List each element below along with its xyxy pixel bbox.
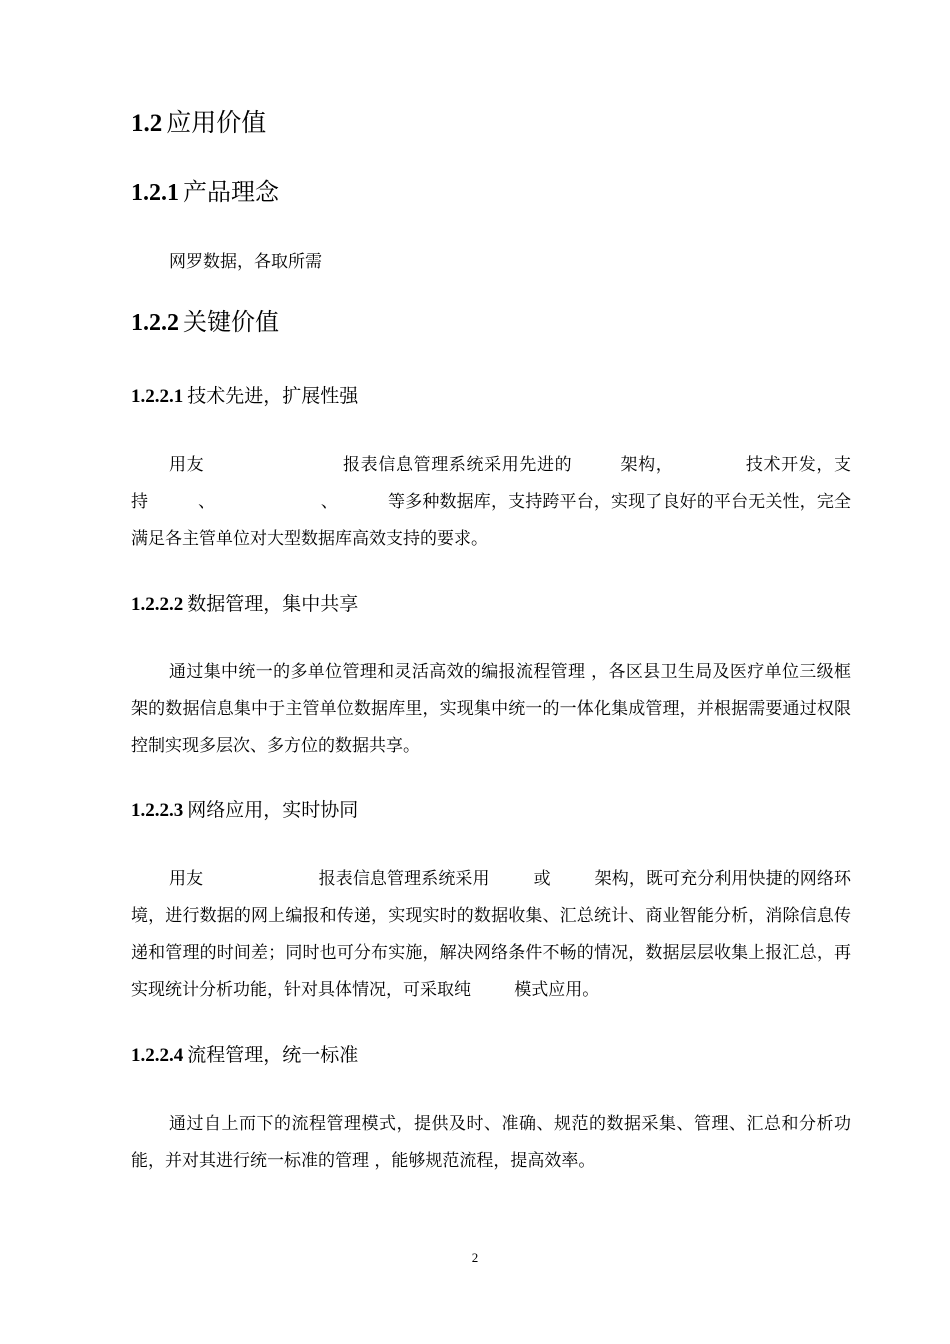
paragraph-network-application: 用友 报表信息管理系统采用 或 架构，既可充分利用快捷的网络环境，进行数据的网上编报和传递，实现实时的数据收集、汇总统计、商业智能分析，消除信息传递和管理的时间差；同时也可分布实施，解决网络条件不畅的情况，数据层层收集上报汇总，再实现统计分析功能，针对具体情况，可采取纯 模式应用。 [131, 869, 851, 1000]
paragraph-process-management: 通过自上而下的流程管理模式，提供及时、准确、规范的数据采集、管理、汇总和分析功能，并对其进行统一标准的管理 ，能够规范流程，提高效率。 [131, 1114, 851, 1171]
heading-title: 产品理念 [183, 178, 279, 206]
paragraph-data-management: 通过集中统一的多单位管理和灵活高效的编报流程管理 ，各区县卫生局及医疗单位三级框架的数据信息集中于主管单位数据库里，实现集中统一的一体化集成管理，并根据需要通过权限控制实现多层次、多方位的数据共享。 [131, 662, 851, 756]
heading-1-2 [131, 108, 266, 139]
heading-title: 流程管理，统一标准 [187, 1044, 359, 1066]
heading-number: 1.2.2.4 [131, 1045, 184, 1066]
heading-title: 技术先进，扩展性强 [187, 385, 359, 407]
heading-title: 应用价值 [166, 108, 267, 137]
heading-number: 1.2.2.1 [131, 386, 184, 407]
heading-number: 1.2 [131, 110, 163, 137]
paragraph-product-concept: 网罗数据，各取所需 [169, 252, 322, 272]
heading-1-2-2-4 [131, 1042, 358, 1069]
heading-1-2-2 [131, 307, 279, 338]
heading-title: 数据管理，集中共享 [187, 593, 359, 615]
heading-number: 1.2.1 [131, 180, 179, 206]
heading-1-2-2-1 [131, 383, 358, 410]
heading-1-2-1 [131, 177, 279, 208]
heading-number: 1.2.2.3 [131, 800, 184, 821]
heading-number: 1.2.2.2 [131, 594, 184, 615]
heading-title: 网络应用，实时协同 [187, 799, 359, 821]
heading-1-2-2-3 [131, 797, 358, 824]
paragraph-technology: 用友 报表信息管理系统采用先进的 架构， 技术开发，支持 、 、 等多种数据库，支持跨平台，实现了良好的平台无关性，完全满足各主管单位对大型数据库高效支持的要求。 [131, 455, 851, 549]
page-number: 2 [471, 1250, 479, 1265]
heading-number: 1.2.2 [131, 310, 179, 336]
heading-1-2-2-2 [131, 591, 358, 618]
heading-title: 关键价值 [183, 308, 279, 336]
